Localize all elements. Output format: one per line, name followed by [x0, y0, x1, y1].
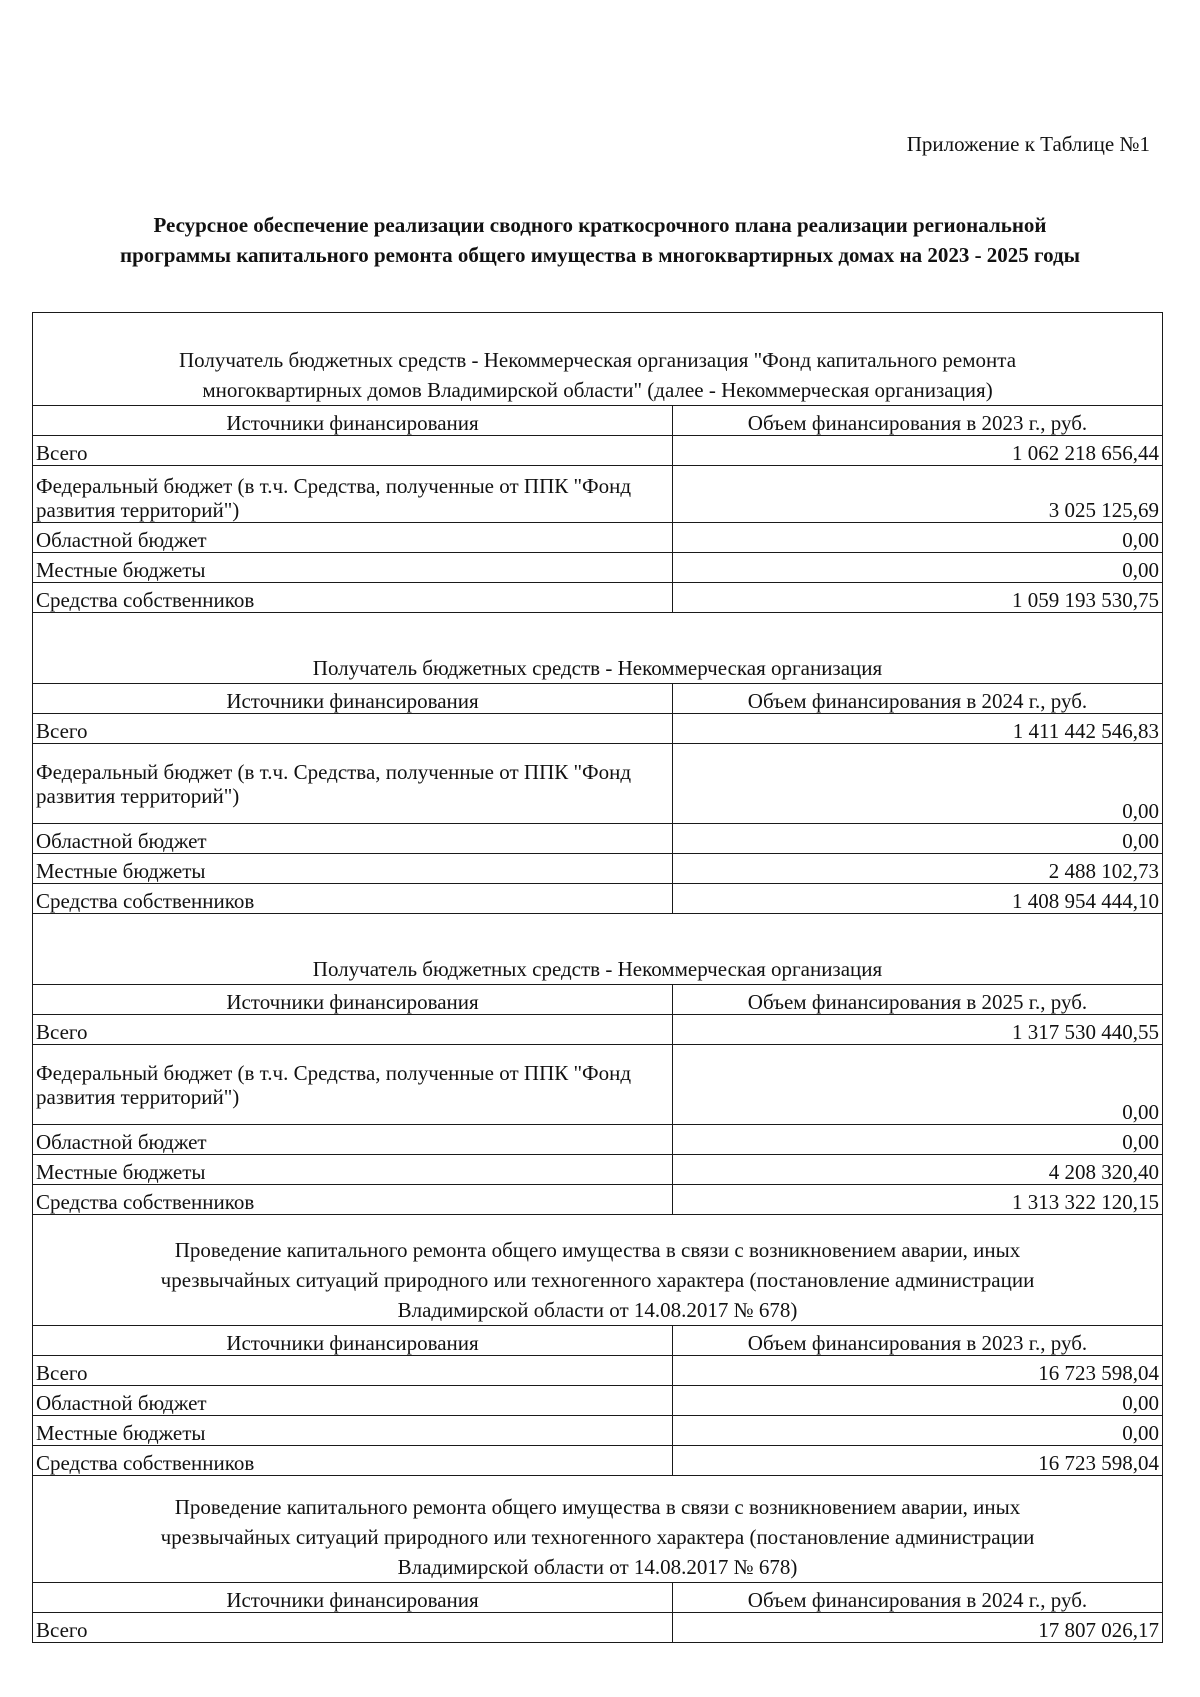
row-label: Средства собственников	[33, 884, 673, 914]
table-row	[33, 1356, 1163, 1386]
table-row	[33, 553, 1163, 583]
document-title	[0, 210, 1200, 270]
section-title	[33, 914, 1163, 985]
section-title-line: Проведение капитального ремонта общего имущества в связи с возникновением аварии, иных	[174, 1238, 1021, 1262]
table-row	[33, 436, 1163, 466]
row-value: 16 723 598,04	[673, 1356, 1163, 1386]
table-row	[33, 1015, 1163, 1045]
column-header-row	[33, 406, 1163, 436]
sources-header: Источники финансирования	[33, 1326, 673, 1356]
column-header-row	[33, 1583, 1163, 1613]
section-title-row	[33, 914, 1163, 985]
row-label: Федеральный бюджет (в т.ч. Средства, полученные от ППК "Фонд развития территорий")	[33, 744, 673, 824]
table-row	[33, 1446, 1163, 1476]
column-header-row	[33, 1326, 1163, 1356]
section-title-row	[33, 313, 1163, 406]
row-value: 1 313 322 120,15	[673, 1185, 1163, 1215]
section-title-line: чрезвычайных ситуаций природного или техногенного характера (постановление администрации	[160, 1525, 1035, 1549]
table-row	[33, 466, 1163, 523]
table-row	[33, 744, 1163, 824]
row-label: Всего	[33, 1613, 673, 1643]
row-label: Областной бюджет	[33, 1386, 673, 1416]
row-label: Всего	[33, 1356, 673, 1386]
row-value: 0,00	[673, 1386, 1163, 1416]
document-title-line: Ресурсное обеспечение реализации сводного краткосрочного плана реализации региональной	[153, 213, 1047, 237]
table-row	[33, 583, 1163, 613]
document-title-line: программы капитального ремонта общего имущества в многоквартирных домах на 2023 - 2025 годы	[119, 243, 1080, 267]
section-title-line: многоквартирных домов Владимирской области" (далее - Некоммерческая организация)	[202, 378, 993, 402]
row-label: Областной бюджет	[33, 1125, 673, 1155]
table-row	[33, 523, 1163, 553]
section-title-line: Владимирской области от 14.08.2017 № 678)	[397, 1298, 798, 1322]
table-row	[33, 1155, 1163, 1185]
sources-header: Источники финансирования	[33, 985, 673, 1015]
column-header-row	[33, 985, 1163, 1015]
row-value: 16 723 598,04	[673, 1446, 1163, 1476]
sources-header: Источники финансирования	[33, 1583, 673, 1613]
volume-header: Объем финансирования в 2024 г., руб.	[673, 684, 1163, 714]
financing-table	[32, 312, 1163, 1643]
section-title	[33, 613, 1163, 684]
row-value: 17 807 026,17	[673, 1613, 1163, 1643]
row-label: Средства собственников	[33, 583, 673, 613]
row-value: 0,00	[673, 824, 1163, 854]
table-row	[33, 1613, 1163, 1643]
section-title-line: Получатель бюджетных средств - Некоммерческая организация "Фонд капитального ремонта	[178, 348, 1017, 372]
row-label: Местные бюджеты	[33, 553, 673, 583]
section-title	[33, 1476, 1163, 1583]
section-title-row	[33, 1476, 1163, 1583]
section-title-line: Владимирской области от 14.08.2017 № 678)	[397, 1555, 798, 1579]
volume-header: Объем финансирования в 2023 г., руб.	[673, 1326, 1163, 1356]
row-label: Средства собственников	[33, 1185, 673, 1215]
row-label: Всего	[33, 1015, 673, 1045]
row-label: Средства собственников	[33, 1446, 673, 1476]
row-label: Областной бюджет	[33, 523, 673, 553]
appendix-caption: Приложение к Таблице №1	[906, 132, 1150, 156]
section-title-row	[33, 1215, 1163, 1326]
row-label: Местные бюджеты	[33, 1155, 673, 1185]
table-row	[33, 1045, 1163, 1125]
row-value: 1 408 954 444,10	[673, 884, 1163, 914]
sources-header: Источники финансирования	[33, 684, 673, 714]
row-value: 3 025 125,69	[673, 466, 1163, 523]
row-value: 1 062 218 656,44	[673, 436, 1163, 466]
volume-header: Объем финансирования в 2024 г., руб.	[673, 1583, 1163, 1613]
table-row	[33, 1125, 1163, 1155]
row-value: 2 488 102,73	[673, 854, 1163, 884]
section-title-line: чрезвычайных ситуаций природного или техногенного характера (постановление администрации	[160, 1268, 1035, 1292]
row-label: Всего	[33, 436, 673, 466]
section-title-row	[33, 613, 1163, 684]
row-value: 1 317 530 440,55	[673, 1015, 1163, 1045]
column-header-row	[33, 684, 1163, 714]
table-row	[33, 824, 1163, 854]
sources-header: Источники финансирования	[33, 406, 673, 436]
table-row	[33, 1185, 1163, 1215]
volume-header: Объем финансирования в 2023 г., руб.	[673, 406, 1163, 436]
row-value: 0,00	[673, 553, 1163, 583]
row-value: 0,00	[673, 744, 1163, 824]
row-label: Федеральный бюджет (в т.ч. Средства, полученные от ППК "Фонд развития территорий")	[33, 466, 673, 523]
table-row	[33, 854, 1163, 884]
table-row	[33, 1386, 1163, 1416]
row-value: 1 411 442 546,83	[673, 714, 1163, 744]
row-label: Всего	[33, 714, 673, 744]
table-row	[33, 884, 1163, 914]
row-label: Местные бюджеты	[33, 1416, 673, 1446]
row-value: 1 059 193 530,75	[673, 583, 1163, 613]
table-row	[33, 714, 1163, 744]
section-title	[33, 1215, 1163, 1326]
row-value: 0,00	[673, 1416, 1163, 1446]
volume-header: Объем финансирования в 2025 г., руб.	[673, 985, 1163, 1015]
row-value: 0,00	[673, 1125, 1163, 1155]
section-title-line: Получатель бюджетных средств - Некоммерческая организация	[312, 957, 883, 981]
row-label: Местные бюджеты	[33, 854, 673, 884]
row-label: Областной бюджет	[33, 824, 673, 854]
row-label: Федеральный бюджет (в т.ч. Средства, полученные от ППК "Фонд развития территорий")	[33, 1045, 673, 1125]
row-value: 0,00	[673, 1045, 1163, 1125]
row-value: 4 208 320,40	[673, 1155, 1163, 1185]
section-title-line: Получатель бюджетных средств - Некоммерческая организация	[312, 656, 883, 680]
row-value: 0,00	[673, 523, 1163, 553]
section-title	[33, 313, 1163, 406]
section-title-line: Проведение капитального ремонта общего имущества в связи с возникновением аварии, иных	[174, 1495, 1021, 1519]
table-row	[33, 1416, 1163, 1446]
